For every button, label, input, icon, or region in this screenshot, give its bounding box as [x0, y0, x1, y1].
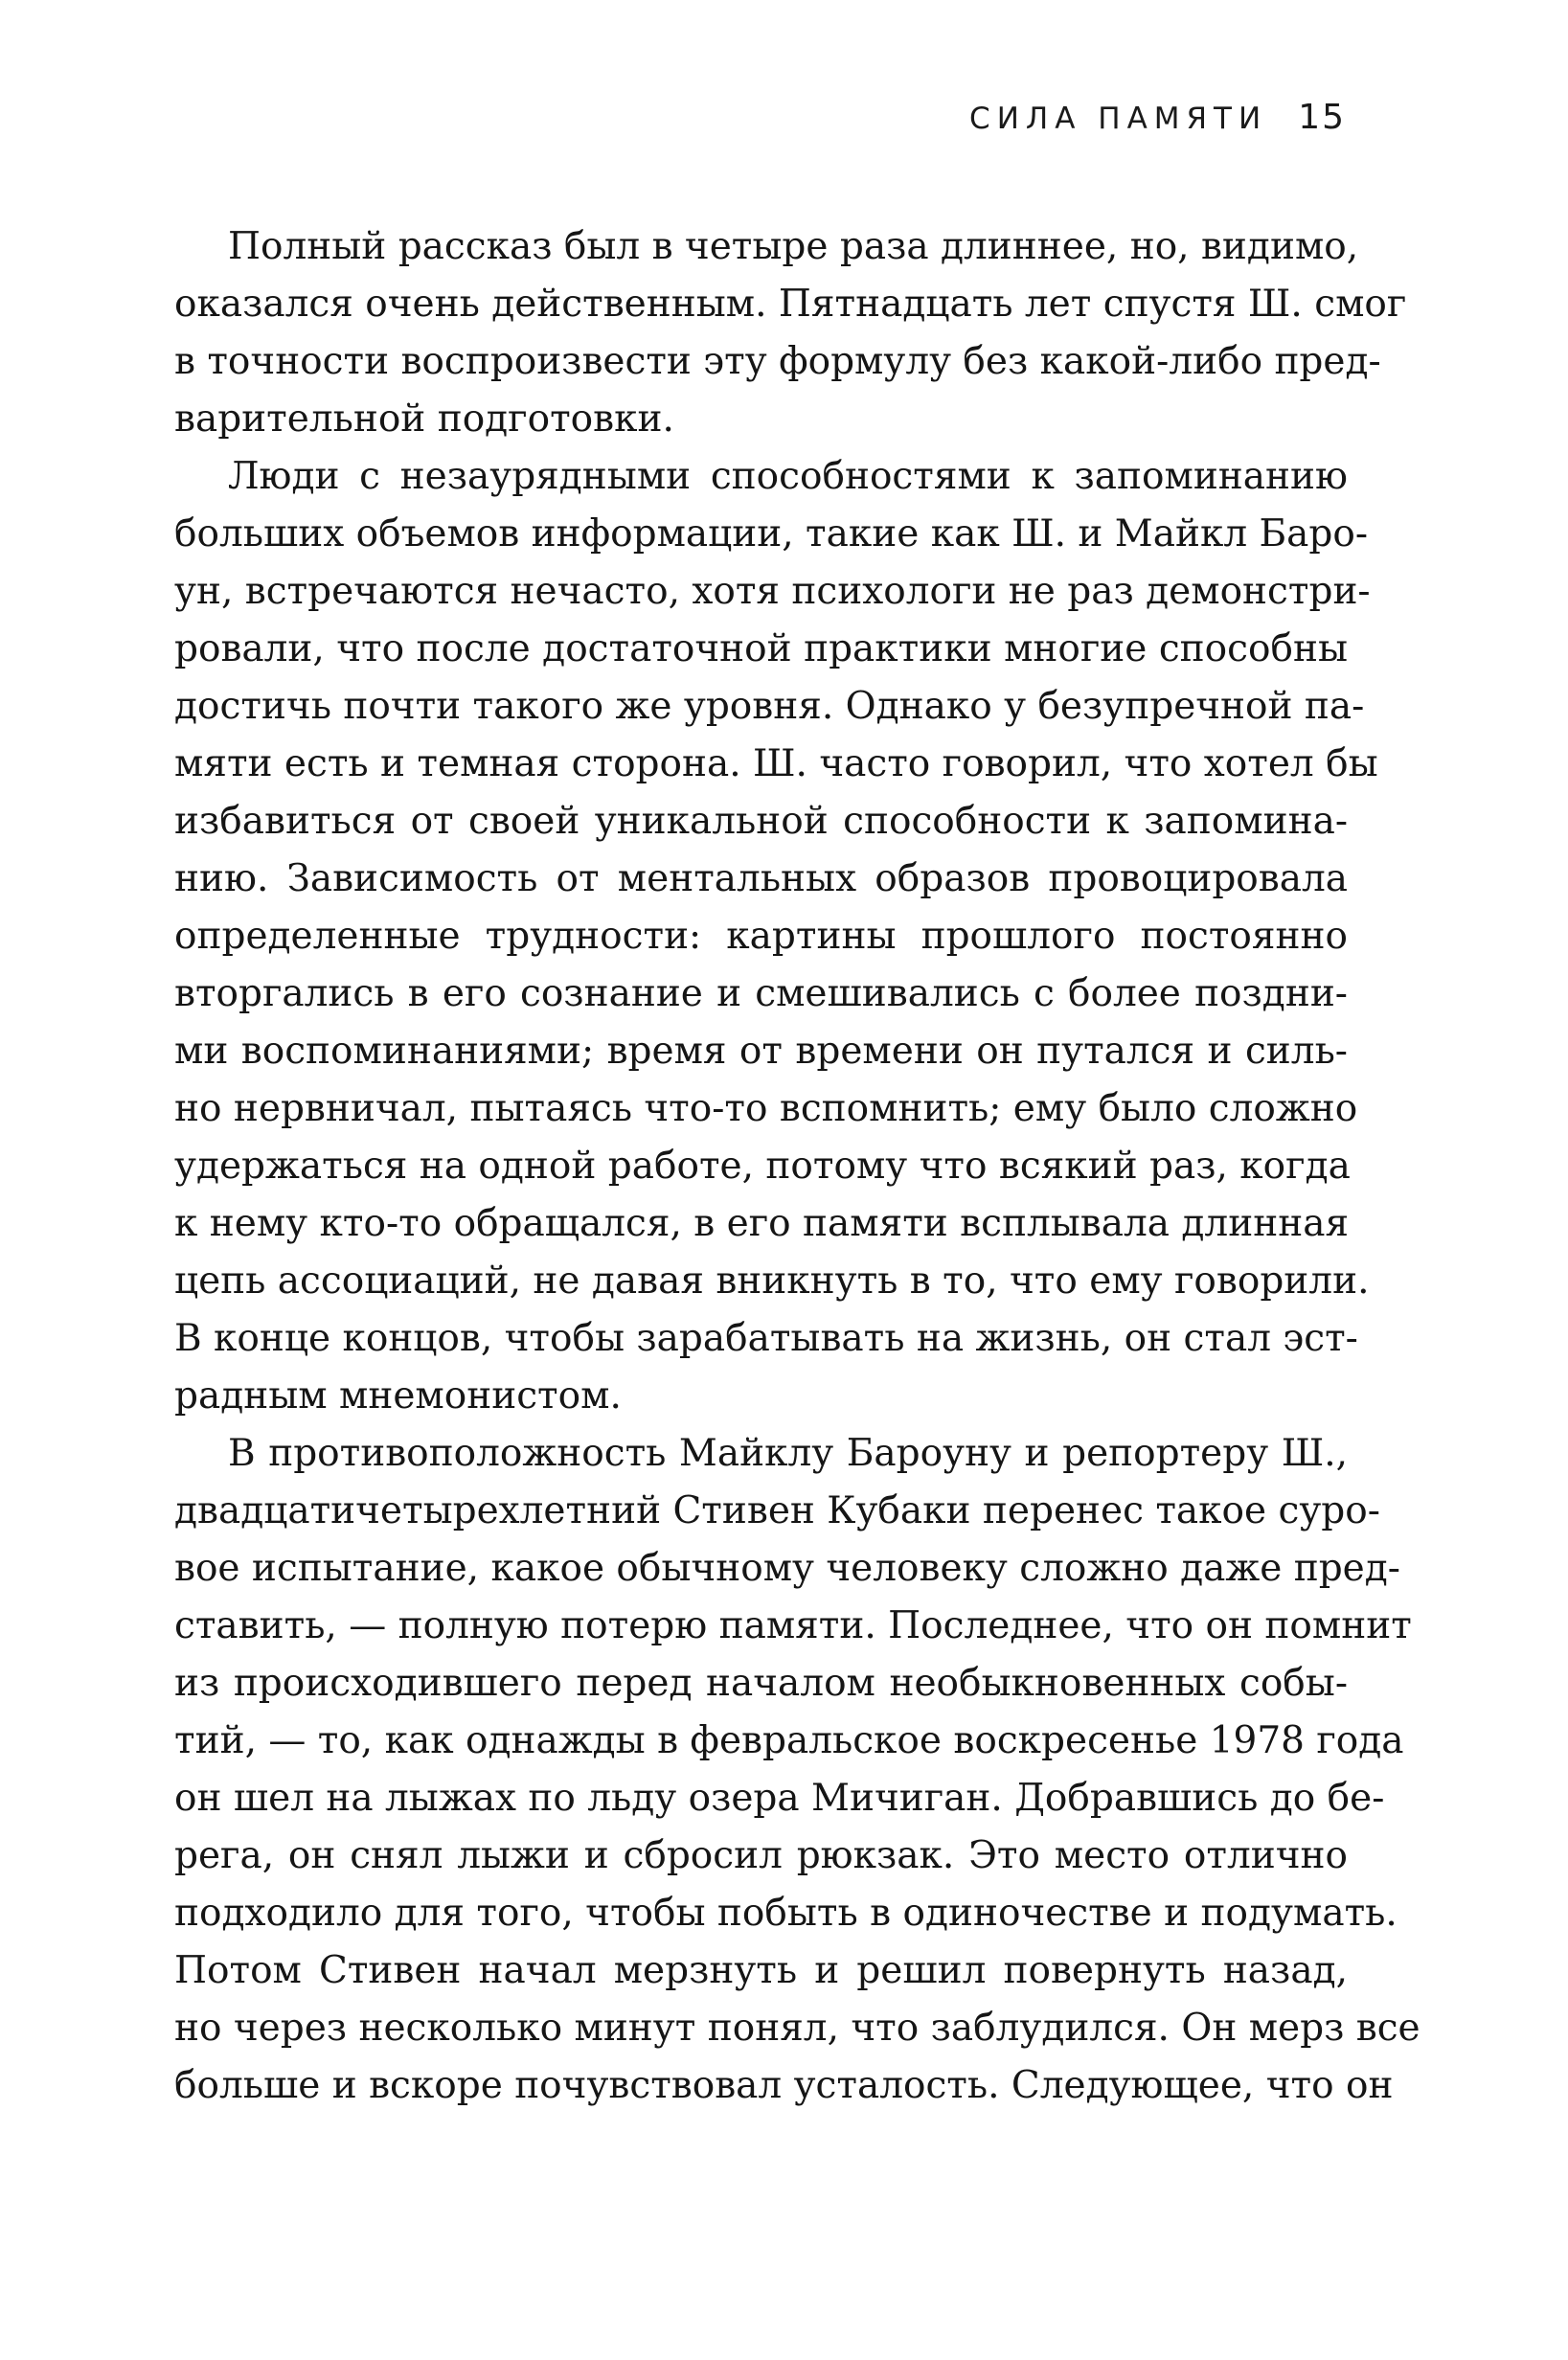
text-line: больше и вскоре почувствовал усталость. Следующее, что он: [174, 2064, 1394, 2107]
text-line: В конце концов, чтобы зарабатывать на жизнь, он стал эст-: [174, 1317, 1358, 1360]
text-line: В противоположность Майклу Бароуну и репортеру Ш.,: [228, 1432, 1348, 1475]
text-line: варительной подготовки.: [174, 397, 674, 441]
text-line: в точности воспроизвести эту формулу без какой-либо пред-: [174, 340, 1381, 383]
text-line: Полный рассказ был в четыре раза длиннее, но, видимо,: [228, 225, 1359, 268]
text-line: избавиться от своей уникальной способности к запомина-: [174, 800, 1348, 843]
text-line: радным мнемонистом.: [174, 1374, 622, 1418]
text-line: достичь почти такого же уровня. Однако у безупречной па-: [174, 685, 1365, 728]
body-text: [174, 218, 1420, 2115]
text-line: рега, он снял лыжи и сбросил рюкзак. Это место отлично: [174, 1834, 1348, 1877]
text-line: определенные трудности: картины прошлого постоянно: [174, 915, 1348, 958]
text-line: вое испытание, какое обычному человеку сложно даже пред-: [174, 1547, 1400, 1590]
text-line: оказался очень действенным. Пятнадцать лет спустя Ш. смог: [174, 283, 1407, 326]
paragraph-3: [174, 1425, 1420, 2115]
text-line: подходило для того, чтобы побыть в одиночестве и подумать.: [174, 1892, 1398, 1935]
text-line: из происходившего перед началом необыкновенных собы-: [174, 1662, 1348, 1705]
running-title: СИЛА ПАМЯТИ: [969, 102, 1268, 136]
text-line: но нервничал, пытаясь что-то вспомнить; ему было сложно: [174, 1087, 1358, 1130]
text-line: цепь ассоциаций, не давая вникнуть в то, что ему говорили.: [174, 1259, 1370, 1303]
text-line: удержаться на одной работе, потому что всякий раз, когда: [174, 1145, 1351, 1188]
text-line: тий, — то, как однажды в февральское воскресенье 1978 года: [174, 1719, 1404, 1762]
text-line: больших объемов информации, такие как Ш. и Майкл Баро-: [174, 512, 1369, 556]
text-line: он шел на лыжах по льду озера Мичиган. Добравшись до бе-: [174, 1777, 1385, 1820]
running-head: [969, 98, 1346, 137]
text-line: ставить, — полную потерю памяти. Последнее, что он помнит: [174, 1604, 1412, 1647]
paragraph-2: [174, 448, 1378, 1425]
text-line: вторгались в его сознание и смешивались с более поздни-: [174, 972, 1348, 1015]
text-line: но через несколько минут понял, что заблудился. Он мерз все: [174, 2007, 1420, 2050]
paragraph-1: [174, 218, 1407, 448]
page-number: 15: [1298, 98, 1346, 137]
text-line: ун, встречаются нечасто, хотя психологи не раз демонстри-: [174, 570, 1371, 613]
text-line: нию. Зависимость от ментальных образов провоцировала: [174, 857, 1348, 900]
text-line: Потом Стивен начал мерзнуть и решил повернуть назад,: [174, 1949, 1348, 1992]
text-line: ровали, что после достаточной практики многие способны: [174, 627, 1348, 670]
text-line: ми воспоминаниями; время от времени он путался и силь-: [174, 1030, 1348, 1073]
text-line: мяти есть и темная сторона. Ш. часто говорил, что хотел бы: [174, 742, 1378, 785]
text-line: Люди с незаурядными способностями к запоминанию: [228, 455, 1348, 498]
text-line: к нему кто-то обращался, в его памяти всплывала длинная: [174, 1202, 1350, 1245]
text-line: двадцатичетырехлетний Стивен Кубаки перенес такое суро-: [174, 1489, 1380, 1532]
